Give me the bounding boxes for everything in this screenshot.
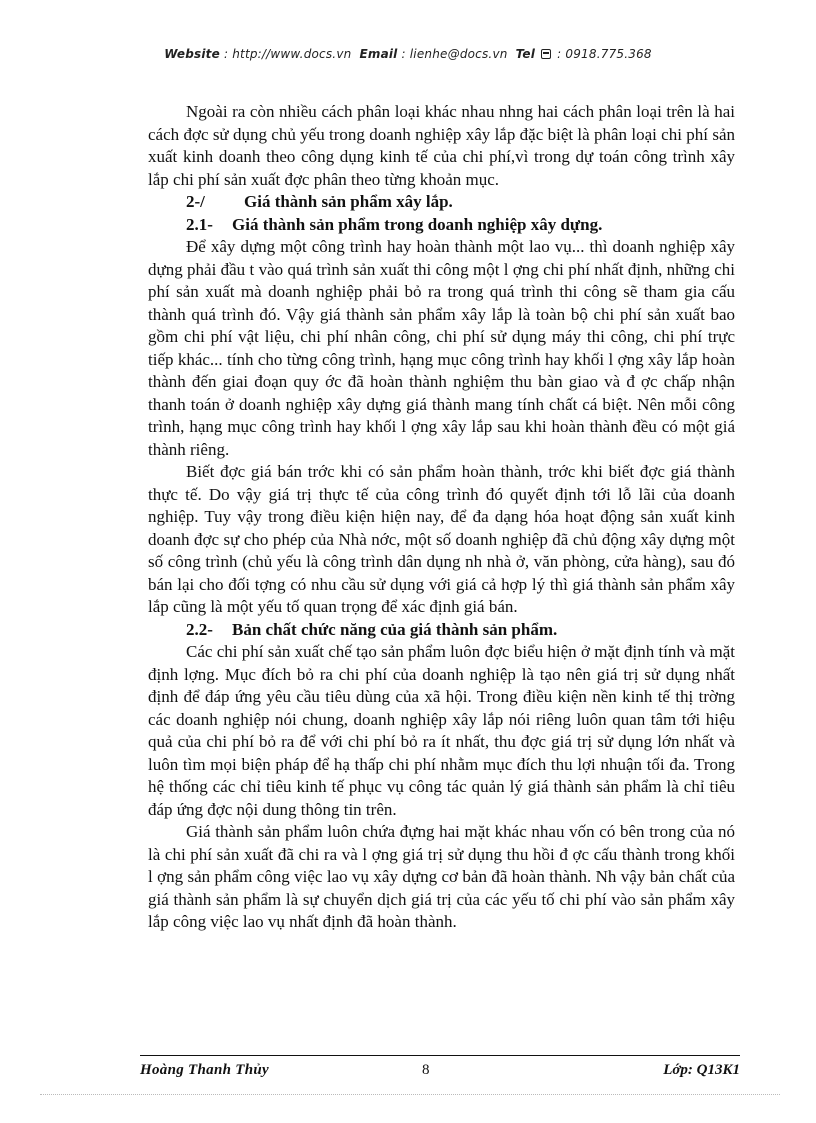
page-bottom-border: [40, 1094, 780, 1095]
email-label: Email: [359, 47, 398, 61]
heading-2: [148, 191, 735, 214]
heading-2-2-text: Bản chất chức năng của giá thành sản phẩm.: [232, 619, 558, 639]
footer-class: Lớp: Q13K1: [663, 1062, 740, 1078]
page-footer: [140, 1062, 740, 1082]
paragraph-3: Biết đợc giá bán trớc khi có sản phẩm hoàn thành, trớc khi biết đợc giá thành thực tế. Do vậy giá trị thực tế của công trình đó quyết định tới lỗ lãi của doanh nghiệp. Tuy vậy trong điều kiện hiện nay, để đa dạng hóa hoạt động sản xuất kinh doanh đợc sự cho phép của Nhà nớc, một số doanh nghiệp đã chủ động xây dựng một số công trình (chủ yếu là công trình dân dụng nh nhà ở, văn phòng, cửa hàng), sau đó bán lại cho đối tợng có nhu cầu sử dụng với giá cả hợp lý thì giá thành sản phẩm xây lắp cũng là một yếu tố quan trọng để xác định giá bán.: [148, 462, 735, 616]
heading-2-2: [148, 619, 735, 642]
heading-2-number: 2-/: [186, 192, 205, 211]
paragraph-2: Để xây dựng một công trình hay hoàn thành một lao vụ... thì doanh nghiệp xây dựng phải đầu t vào quá trình sản xuất thi công một l ợng chi phí nhất định, những chi phí sản xuất mà doanh nghiệp phải bỏ ra trong quá trình thi công sẽ tham gia cấu thành quá trình đó. Vậy giá thành sản phẩm xây lắp là toàn bộ chi phí sản xuất bao gồm chi phí vật liệu, chi phí nhân công, chi phí sử dụng máy thi công, chi phí trực tiếp khác... tính cho từng công trình, hạng mục công trình hay khối l ợng xây lắp hoàn thành đến giai đoạn quy ớc đã hoàn thành nghiệm thu bàn giao và đ ợc chấp nhận thanh toán ở doanh nghiệp xây dựng giá thành mang tính chất cá biệt. Nên mỗi công trình, hạng mục công trình hay khối l ợng xây lắp sau khi hoàn thành đều có một giá thành riêng.: [148, 237, 735, 459]
website-label: Website: [164, 47, 220, 61]
heading-2-1-number: 2.1-: [186, 214, 213, 234]
footer-author: Hoàng Thanh Thủy: [140, 1062, 270, 1078]
paragraph-5: Giá thành sản phẩm luôn chứa đựng hai mặt khác nhau vốn có bên trong của nó là chi phí sản xuất đã chi ra và l ợng giá trị sử dụng thu hồi đ ợc cấu thành trong khối l ợng sản phẩm công việc lao vụ xây dựng cơ bản đã hoàn thành. Nh vậy bản chất của giá thành sản phẩm là sự chuyển dịch giá trị của các yếu tố chi phí vào sản phẩm xây lắp công việc lao vụ nhất định đã hoàn thành.: [148, 822, 735, 931]
document-body: [148, 101, 735, 934]
tel-label: Tel: [515, 47, 536, 61]
tel-value: : 0918.775.368: [557, 47, 652, 61]
heading-2-2-number: 2.2-: [186, 619, 213, 639]
paragraph-4: Các chi phí sản xuất chế tạo sản phẩm luôn đợc biểu hiện ở mặt định tính và mặt định lợng. Mục đích bỏ ra chi phí của doanh nghiệp là tạo nên giá trị sử dụng nhất định để đáp ứng yêu cầu tiêu dùng của xã hội. Trong điều kiện nền kinh tế thị trờng các doanh nghiệp nói chung, doanh nghiệp xây lắp nói riêng luôn quan tâm tới hiệu quả của chi phí bỏ ra để với chi phí bỏ ra ít nhất, thu đợc giá trị sử dụng lớn nhất và luôn tìm mọi biện pháp để hạ thấp chi phí nhằm mục đích thu lợi nhuận tối đa. Trong hệ thống các chỉ tiêu kinh tế phục vụ công tác quản lý giá thành sản phẩm là chỉ tiêu đáp ứng đợc nội dung thông tin trên.: [148, 642, 735, 819]
page-header: [0, 47, 816, 61]
website-value: : http://www.docs.vn: [223, 47, 352, 61]
email-value: : lienhe@docs.vn: [401, 47, 508, 61]
paragraph-1: Ngoài ra còn nhiều cách phân loại khác nhau nhng hai cách phân loại trên là hai cách đợc sử dụng chủ yếu trong doanh nghiệp xây lắp đặc biệt là phân loại chi phí sản xuất kinh doanh theo công dụng kinh tế của chi phí,vì trong dự toán công trình xây lắp chi phí sản xuất đợc phân theo từng khoản mục.: [148, 102, 735, 189]
heading-2-1: [148, 214, 735, 237]
heading-2-1-text: Giá thành sản phẩm trong doanh nghiệp xây dựng.: [232, 214, 603, 234]
page-number: 8: [422, 1062, 430, 1078]
footer-divider: [140, 1055, 740, 1056]
heading-2-text: Giá thành sản phẩm xây lắp.: [244, 192, 453, 211]
phone-icon: [541, 49, 551, 59]
